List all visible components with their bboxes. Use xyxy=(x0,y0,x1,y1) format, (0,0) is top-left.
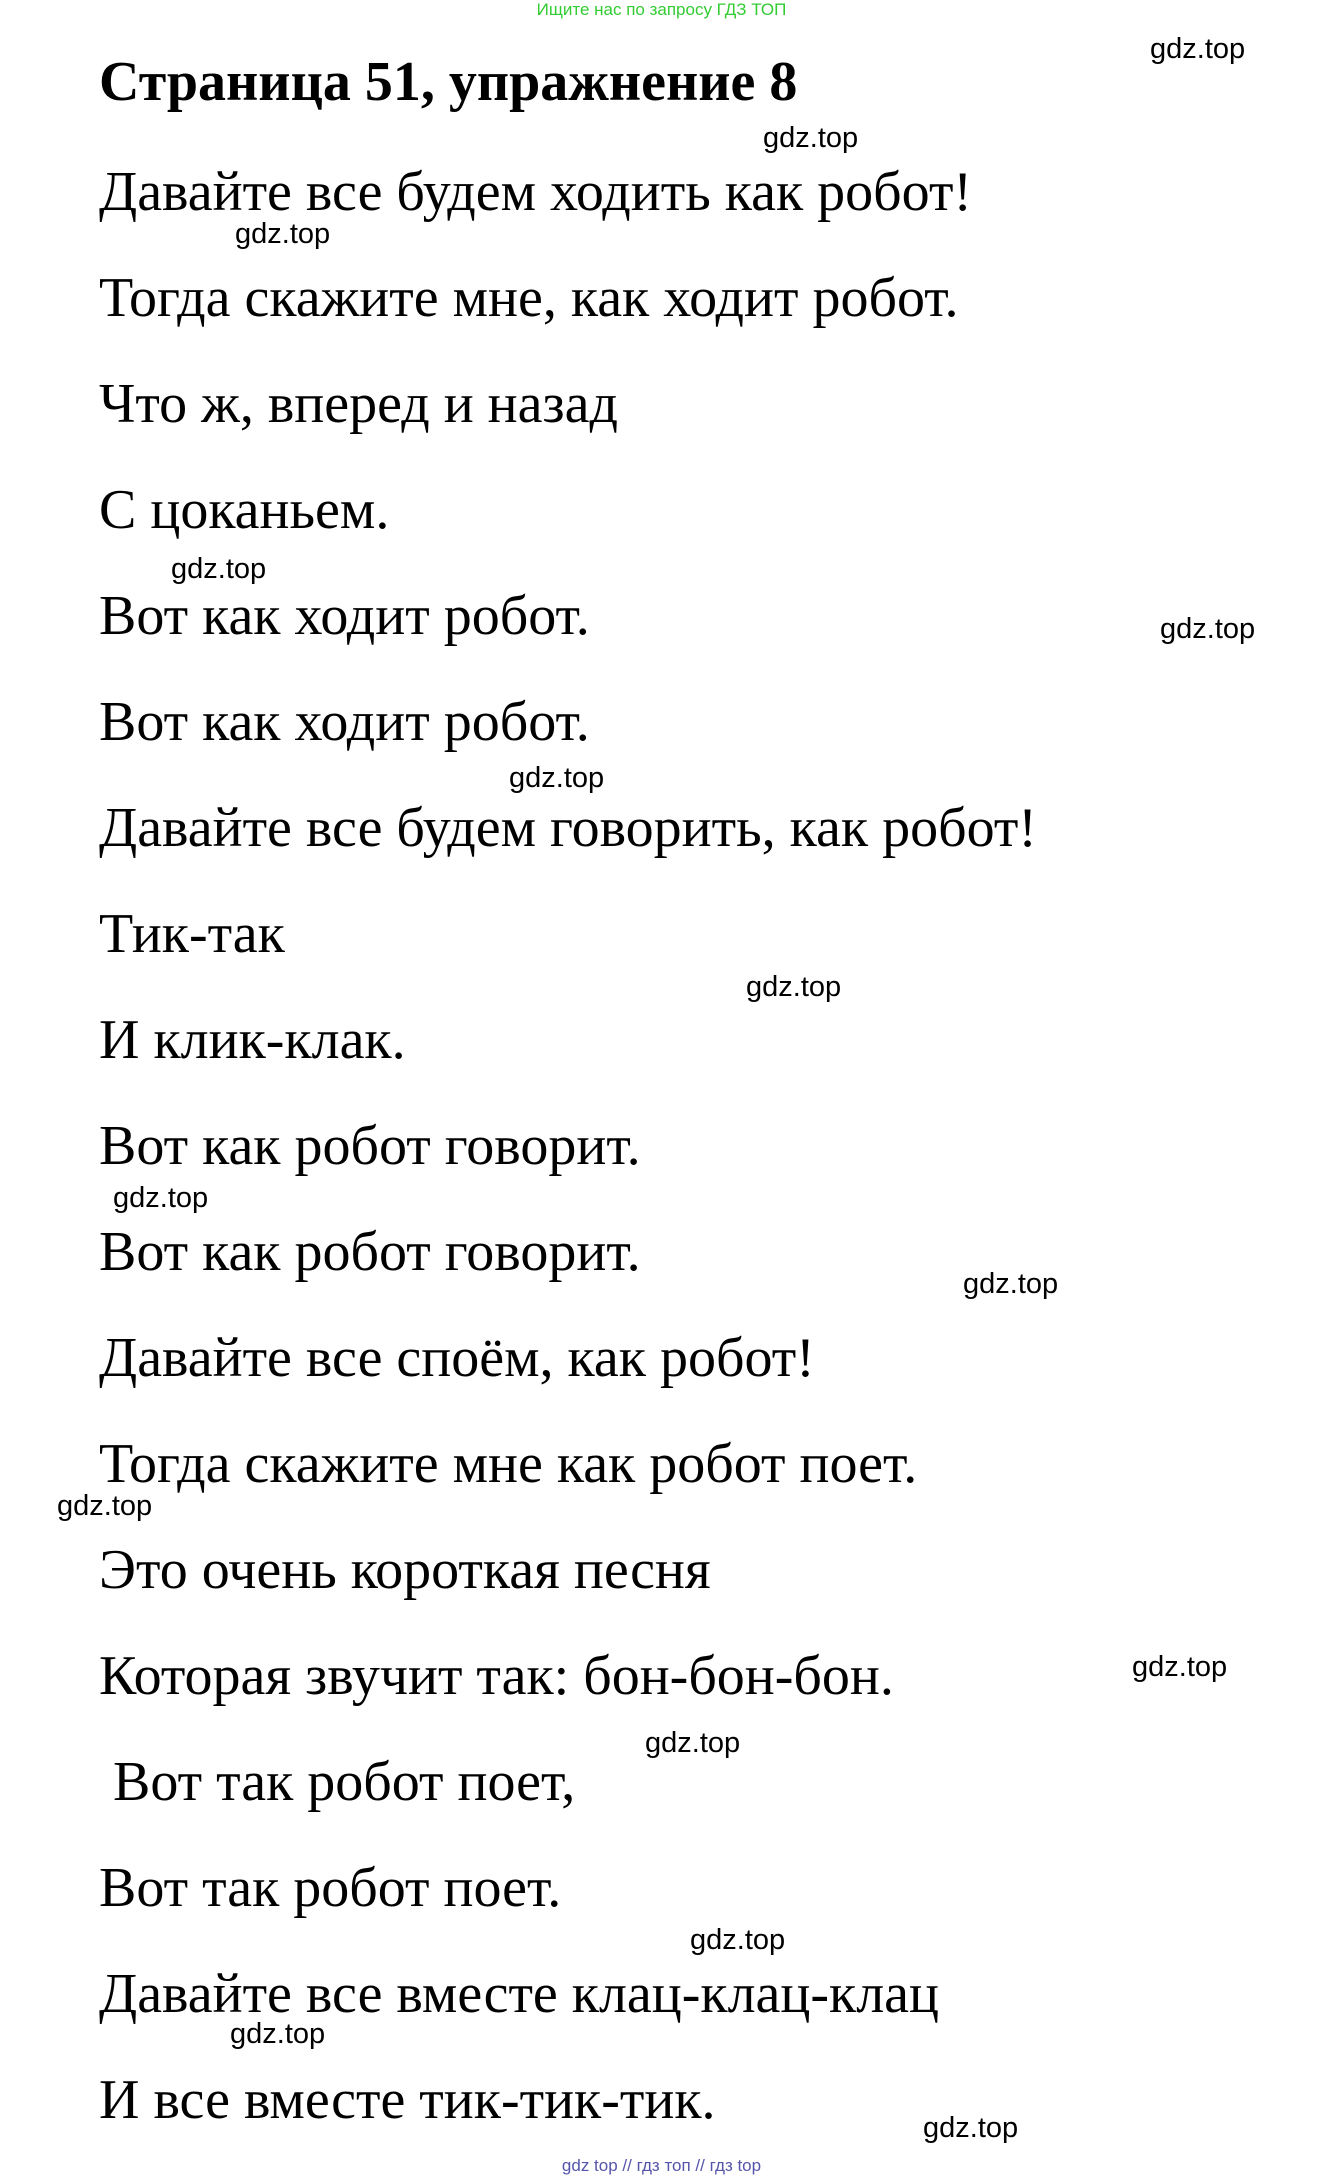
watermark: gdz.top xyxy=(1160,613,1256,645)
watermark: gdz.top xyxy=(113,1182,209,1214)
text-line: Тогда скажите мне, как ходит робот. xyxy=(99,267,959,329)
watermark: gdz.top xyxy=(509,762,605,794)
watermark: gdz.top xyxy=(235,218,331,250)
watermark: gdz.top xyxy=(746,971,842,1003)
watermark: gdz.top xyxy=(690,1924,786,1956)
text-line: Вот как ходит робот. xyxy=(99,691,590,753)
text-line: И все вместе тик-тик-тик. xyxy=(99,2069,716,2131)
text-line: Вот так робот поет. xyxy=(99,1857,562,1919)
text-line: Тик-так xyxy=(99,903,285,965)
page-title: Страница 51, упражнение 8 xyxy=(99,51,798,113)
text-line: Которая звучит так: бон-бон-бон. xyxy=(99,1645,894,1707)
watermark: gdz.top xyxy=(923,2112,1019,2144)
watermark: gdz.top xyxy=(963,1268,1059,1300)
text-line: Вот как робот говорит. xyxy=(99,1221,641,1283)
text-line: И клик-клак. xyxy=(99,1009,406,1071)
watermark: gdz.top xyxy=(763,122,859,154)
text-line: Тогда скажите мне как робот поет. xyxy=(99,1433,918,1495)
top-banner: Ищите нас по запросу ГДЗ ТОП xyxy=(536,0,787,19)
bottom-banner: gdz top // гдз топ // гдз top xyxy=(561,2156,762,2175)
watermark: gdz.top xyxy=(171,553,267,585)
text-line: Это очень короткая песня xyxy=(99,1539,711,1601)
text-line: Давайте все будем ходить как робот! xyxy=(99,161,973,223)
text-line: Давайте все споём, как робот! xyxy=(99,1327,815,1389)
text-line: Вот так робот поет, xyxy=(99,1751,576,1813)
watermark: gdz.top xyxy=(1150,33,1246,65)
watermark: gdz.top xyxy=(57,1490,153,1522)
text-line: Вот как ходит робот. xyxy=(99,585,590,647)
text-line: Что ж, вперед и назад xyxy=(99,373,618,435)
watermark: gdz.top xyxy=(1132,1651,1228,1683)
text-line: С цоканьем. xyxy=(99,479,390,541)
watermark: gdz.top xyxy=(645,1727,741,1759)
text-line: Вот как робот говорит. xyxy=(99,1115,641,1177)
watermark: gdz.top xyxy=(230,2018,326,2050)
text-line: Давайте все вместе клац-клац-клац xyxy=(99,1963,939,2025)
text-line: Давайте все будем говорить, как робот! xyxy=(99,797,1037,859)
